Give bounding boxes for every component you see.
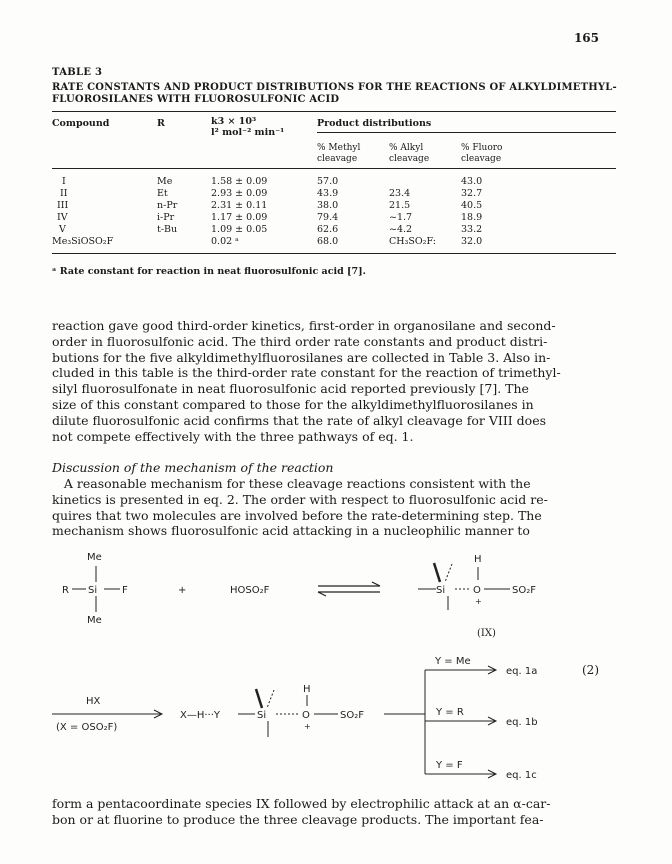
paragraph-3 [52, 796, 620, 828]
text-line: reaction gave good third-order kinetics, first-order in organosilane and second- [52, 318, 556, 333]
section-heading: Discussion of the mechanism of the reaction [52, 460, 334, 475]
text-line: cluded in this table is the third-order rate constant for the reaction of trimethyl- [52, 365, 561, 381]
scheme-int-o: O [302, 710, 310, 721]
scheme-int-so2f: SO₂F [340, 710, 364, 721]
cell-methyl: 68.0 [317, 236, 339, 247]
cell-k3: 2.93 ± 0.09 [211, 188, 268, 199]
text-line: butions for the five alkyldimethylfluorosilanes are collected in Table 3. Also in- [52, 349, 551, 365]
cell-compound: IV [57, 212, 68, 223]
header-methyl-line2: cleavage [317, 154, 358, 164]
cell-alkyl: CH₃SO₂F: [389, 236, 436, 247]
scheme-eq-number: (2) [582, 663, 599, 677]
text-line: A reasonable mechanism for these cleavage reactions consistent with the [52, 476, 531, 491]
text-line: kinetics is presented in eq. 2. The order with respect to fluorosulfonic acid re- [52, 491, 548, 507]
text-line: bon or at fluorine to produce the three cleavage products. The important fea- [52, 811, 544, 827]
header-k3: k3 × 10³ [211, 116, 257, 127]
table-caption-line: RATE CONSTANTS AND PRODUCT DISTRIBUTIONS FOR THE REACTIONS OF ALKYLDIMETHYL- [52, 82, 617, 93]
cell-k3: 1.17 ± 0.09 [211, 212, 268, 223]
scheme-r: R [62, 585, 69, 596]
cell-methyl: 62.6 [317, 224, 339, 235]
scheme-ix-h: H [474, 554, 482, 565]
cell-r: Me [157, 176, 173, 187]
cell-fluoro: 40.5 [461, 200, 483, 211]
scheme-ix-so2f: SO₂F [512, 585, 536, 596]
cell-k3: 1.09 ± 0.05 [211, 224, 268, 235]
cell-methyl: 43.9 [317, 188, 339, 199]
header-fluoro-line1: % Fluoro [461, 143, 503, 153]
scheme-y-me: Y = Me [435, 656, 471, 667]
header-k3-units: l² mol⁻² min⁻¹ [211, 127, 285, 138]
scheme-f: F [122, 585, 128, 596]
cell-methyl: 79.4 [317, 212, 339, 223]
cell-k3: 0.02 ᵃ [211, 236, 239, 247]
cell-compound: III [57, 200, 69, 211]
scheme-int-h: H [303, 684, 311, 695]
text-line: silyl fluorosulfonate in neat fluorosulfonic acid reported previously [7]. The [52, 381, 529, 397]
table-caption-line: FLUOROSILANES WITH FLUOROSULFONIC ACID [52, 94, 340, 105]
scheme-int-o-plus: + [304, 722, 311, 731]
text-line: not compete effectively with the three pathways of eq. 1. [52, 428, 414, 444]
cell-fluoro: 32.0 [461, 236, 483, 247]
scheme-ix-o-plus: + [475, 597, 482, 606]
wedge-bond [434, 563, 440, 582]
scheme-intermediate-left: X—H···Y [180, 710, 221, 721]
table-footnote: ᵃ Rate constant for reaction in neat fluorosulfonic acid [7]. [52, 266, 366, 277]
dashed-bond [445, 564, 452, 582]
header-compound: Compound [52, 118, 110, 129]
cell-r: n-Pr [157, 200, 178, 211]
header-alkyl-line2: cleavage [389, 154, 430, 164]
text-line: order in fluorosulfonic acid. The third order rate constants and product distri- [52, 333, 548, 349]
cell-r: Et [157, 188, 168, 199]
scheme-eq-1a: eq. 1a [506, 666, 538, 677]
text-line: quires that two molecules are involved before the rate-determining step. The [52, 507, 542, 523]
cell-fluoro: 33.2 [461, 224, 483, 235]
header-fluoro-line2: cleavage [461, 154, 502, 164]
scheme-ix-si: Si [436, 585, 446, 596]
cell-compound: V [59, 224, 66, 235]
text-line: mechanism shows fluorosulfonic acid attacking in a nucleophilic manner to [52, 523, 530, 539]
scheme-label-ix: (IX) [477, 628, 496, 639]
table-label: TABLE 3 [52, 67, 103, 78]
header-methyl-line1: % Methyl [317, 143, 361, 153]
cell-fluoro: 18.9 [461, 212, 483, 223]
scheme-me-top: Me [87, 552, 102, 563]
header-r: R [157, 118, 165, 129]
cell-alkyl: ~1.7 [389, 212, 413, 223]
cell-methyl: 57.0 [317, 176, 339, 187]
scheme-hoso2f: HOSO₂F [230, 585, 270, 596]
cell-methyl: 38.0 [317, 200, 339, 211]
cell-compound: II [60, 188, 68, 199]
cell-k3: 2.31 ± 0.11 [211, 200, 268, 211]
scheme-y-r: Y = R [436, 707, 464, 718]
header-product: Product distributions [317, 118, 432, 129]
cell-compound: I [62, 176, 66, 187]
scheme-si: Si [88, 585, 98, 596]
cell-alkyl: 23.4 [389, 188, 411, 199]
scheme-eq-1b: eq. 1b [506, 717, 538, 728]
scheme-me-bottom: Me [87, 615, 102, 626]
cell-alkyl: ~4.2 [389, 224, 413, 235]
scheme-ix-o: O [473, 585, 481, 596]
cell-fluoro: 43.0 [461, 176, 483, 187]
header-alkyl-line1: % Alkyl [389, 143, 424, 153]
scheme-plus: + [178, 585, 187, 596]
cell-r: i-Pr [157, 212, 175, 223]
scheme-y-f: Y = F [436, 760, 463, 771]
cell-compound: Me₃SiOSO₂F [52, 236, 114, 247]
cell-alkyl: 21.5 [389, 200, 411, 211]
text-line: size of this constant compared to those for the alkyldimethylfluorosilanes in [52, 396, 534, 412]
cell-fluoro: 32.7 [461, 188, 483, 199]
scheme-hx-condition: (X = OSO₂F) [56, 722, 118, 733]
scheme-hx: HX [86, 696, 101, 707]
text-line: form a pentacoordinate species IX followed by electrophilic attack at an α-car- [52, 796, 551, 811]
cell-r: t-Bu [157, 224, 178, 235]
scheme-eq-1c: eq. 1c [506, 770, 537, 781]
dashed-bond [267, 690, 274, 708]
page-number: 165 [573, 31, 599, 45]
cell-k3: 1.58 ± 0.09 [211, 176, 268, 187]
scheme-int-si: Si [257, 710, 267, 721]
wedge-bond [256, 689, 262, 708]
text-line: dilute fluorosulfonic acid confirms that the rate of alkyl cleavage for VIII does [52, 412, 547, 428]
